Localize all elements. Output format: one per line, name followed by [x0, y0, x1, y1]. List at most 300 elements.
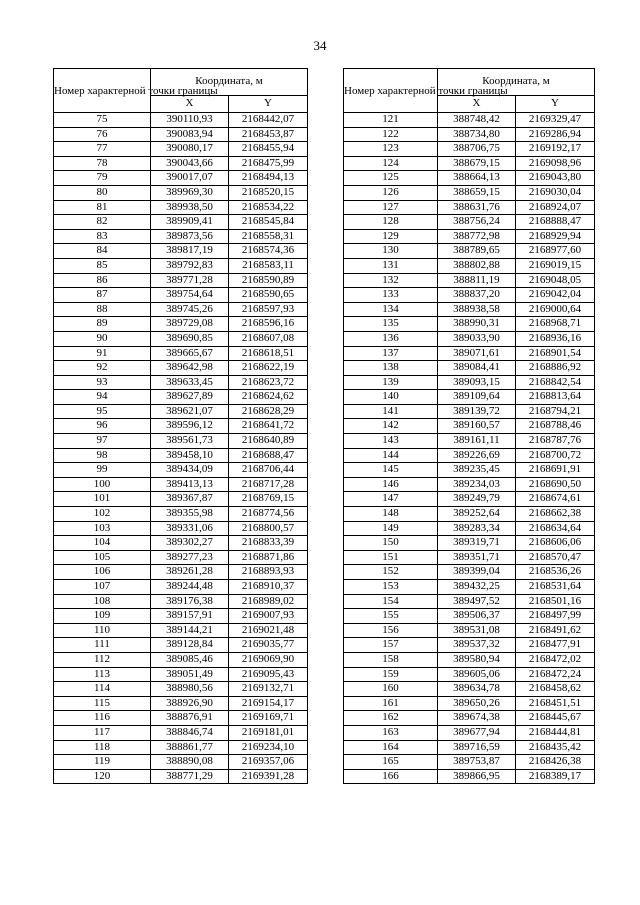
x-coordinate-cell: 388811,19: [438, 273, 516, 288]
point-number-cell: 80: [54, 185, 151, 200]
y-coordinate-cell: 2168787,76: [516, 434, 595, 449]
x-coordinate-cell: 389399,04: [438, 565, 516, 580]
point-number-cell: 152: [344, 565, 438, 580]
x-coordinate-cell: 389873,56: [151, 229, 229, 244]
point-number-cell: 116: [54, 711, 151, 726]
point-number-cell: 151: [344, 550, 438, 565]
y-coordinate-cell: 2168774,56: [229, 507, 308, 522]
point-number-cell: 95: [54, 404, 151, 419]
x-coordinate-cell: 388802,88: [438, 258, 516, 273]
table-row: [344, 521, 595, 536]
y-coordinate-cell: 2168717,28: [229, 477, 308, 492]
y-coordinate-cell: 2168458,62: [516, 682, 595, 697]
table-row: [344, 580, 595, 595]
y-coordinate-cell: 2168583,11: [229, 258, 308, 273]
point-number-cell: 98: [54, 448, 151, 463]
point-number-cell: 133: [344, 288, 438, 303]
x-coordinate-cell: 389745,26: [151, 302, 229, 317]
table-row: [54, 521, 308, 536]
y-coordinate-cell: 2168545,84: [229, 215, 308, 230]
point-number-cell: 93: [54, 375, 151, 390]
point-number-cell: 119: [54, 755, 151, 770]
x-coordinate-cell: 388734,80: [438, 127, 516, 142]
x-coordinate-cell: 388706,75: [438, 142, 516, 157]
table-row: [54, 755, 308, 770]
y-coordinate-cell: 2168788,46: [516, 419, 595, 434]
y-coordinate-cell: 2168833,39: [229, 536, 308, 551]
y-coordinate-cell: 2168536,26: [516, 565, 595, 580]
y-coordinate-cell: 2168618,51: [229, 346, 308, 361]
y-coordinate-cell: 2168624,62: [229, 390, 308, 405]
point-number-cell: 156: [344, 623, 438, 638]
table-row: [344, 185, 595, 200]
point-number-cell: 128: [344, 215, 438, 230]
table-row: [54, 331, 308, 346]
point-number-cell: 99: [54, 463, 151, 478]
table-row: [54, 565, 308, 580]
x-coordinate-cell: 388837,20: [438, 288, 516, 303]
point-number-cell: 114: [54, 682, 151, 697]
point-number-cell: 103: [54, 521, 151, 536]
x-coordinate-cell: 389093,15: [438, 375, 516, 390]
y-coordinate-cell: 2168520,15: [229, 185, 308, 200]
y-coordinate-cell: 2168936,16: [516, 331, 595, 346]
point-number-cell: 124: [344, 156, 438, 171]
y-coordinate-cell: 2168977,60: [516, 244, 595, 259]
x-coordinate-cell: 389144,21: [151, 623, 229, 638]
point-number-cell: 137: [344, 346, 438, 361]
y-coordinate-cell: 2168924,07: [516, 200, 595, 215]
y-coordinate-cell: 2168871,86: [229, 550, 308, 565]
point-number-cell: 153: [344, 580, 438, 595]
x-coordinate-cell: 390080,17: [151, 142, 229, 157]
x-coordinate-cell: 388846,74: [151, 725, 229, 740]
point-number-cell: 157: [344, 638, 438, 653]
table-row: [54, 769, 308, 784]
x-coordinate-cell: 389160,57: [438, 419, 516, 434]
point-number-cell: 107: [54, 580, 151, 595]
point-number-cell: 132: [344, 273, 438, 288]
y-coordinate-cell: 2168688,47: [229, 448, 308, 463]
y-coordinate-cell: 2168442,07: [229, 113, 308, 128]
y-coordinate-cell: 2168477,91: [516, 638, 595, 653]
point-number-cell: 131: [344, 258, 438, 273]
y-coordinate-cell: 2168813,64: [516, 390, 595, 405]
x-coordinate-cell: 388926,90: [151, 696, 229, 711]
point-number-cell: 115: [54, 696, 151, 711]
table-row: [344, 288, 595, 303]
y-coordinate-cell: 2168769,15: [229, 492, 308, 507]
y-coordinate-cell: 2168451,51: [516, 696, 595, 711]
x-coordinate-cell: 389157,91: [151, 609, 229, 624]
point-number-cell: 109: [54, 609, 151, 624]
x-coordinate-cell: 389161,11: [438, 434, 516, 449]
y-coordinate-cell: 2169019,15: [516, 258, 595, 273]
point-number-cell: 135: [344, 317, 438, 332]
x-coordinate-cell: 389596,12: [151, 419, 229, 434]
x-coordinate-cell: 388980,56: [151, 682, 229, 697]
table-row: [344, 769, 595, 784]
y-coordinate-cell: 2168641,72: [229, 419, 308, 434]
table-row: [54, 580, 308, 595]
table-row: [54, 448, 308, 463]
point-number-cell: 120: [54, 769, 151, 784]
point-number-cell: 160: [344, 682, 438, 697]
table-row: [54, 682, 308, 697]
y-coordinate-cell: 2168455,94: [229, 142, 308, 157]
x-coordinate-cell: 389434,09: [151, 463, 229, 478]
x-coordinate-cell: 389302,27: [151, 536, 229, 551]
x-coordinate-cell: 389128,84: [151, 638, 229, 653]
table-row: [54, 463, 308, 478]
point-number-cell: 149: [344, 521, 438, 536]
table-row: [54, 594, 308, 609]
y-coordinate-cell: 2168475,99: [229, 156, 308, 171]
point-number-cell: 102: [54, 507, 151, 522]
x-coordinate-cell: 389244,48: [151, 580, 229, 595]
table-row: [54, 477, 308, 492]
table-row: [54, 390, 308, 405]
point-number-cell: 91: [54, 346, 151, 361]
x-coordinate-cell: 389051,49: [151, 667, 229, 682]
table-row: [54, 375, 308, 390]
table-row: [54, 156, 308, 171]
point-number-cell: 82: [54, 215, 151, 230]
table-row: [344, 390, 595, 405]
x-coordinate-cell: 390017,07: [151, 171, 229, 186]
header-x: X: [151, 96, 229, 113]
point-number-cell: 75: [54, 113, 151, 128]
point-number-cell: 84: [54, 244, 151, 259]
y-coordinate-cell: 2168494,13: [229, 171, 308, 186]
point-number-cell: 134: [344, 302, 438, 317]
x-coordinate-cell: 389176,38: [151, 594, 229, 609]
x-coordinate-cell: 388664,13: [438, 171, 516, 186]
y-coordinate-cell: 2168472,02: [516, 652, 595, 667]
table-row: [344, 331, 595, 346]
point-number-cell: 88: [54, 302, 151, 317]
y-coordinate-cell: 2169286,94: [516, 127, 595, 142]
coordinates-table-right: [343, 68, 595, 784]
y-coordinate-cell: 2169098,96: [516, 156, 595, 171]
y-coordinate-cell: 2168989,02: [229, 594, 308, 609]
y-coordinate-cell: 2168570,47: [516, 550, 595, 565]
x-coordinate-cell: 388756,24: [438, 215, 516, 230]
y-coordinate-cell: 2169021,48: [229, 623, 308, 638]
point-number-cell: 112: [54, 652, 151, 667]
y-coordinate-cell: 2168662,38: [516, 507, 595, 522]
x-coordinate-cell: 389109,64: [438, 390, 516, 405]
table-row: [54, 419, 308, 434]
x-coordinate-cell: 389226,69: [438, 448, 516, 463]
y-coordinate-cell: 2168901,54: [516, 346, 595, 361]
x-coordinate-cell: 389235,45: [438, 463, 516, 478]
table-row: [54, 652, 308, 667]
point-number-cell: 123: [344, 142, 438, 157]
table-row: [54, 638, 308, 653]
y-coordinate-cell: 2169095,43: [229, 667, 308, 682]
table-row: [54, 302, 308, 317]
point-number-cell: 147: [344, 492, 438, 507]
y-coordinate-cell: 2168590,89: [229, 273, 308, 288]
point-number-cell: 141: [344, 404, 438, 419]
header-point-number: Номер характерной точки границы: [344, 69, 438, 113]
point-number-cell: 83: [54, 229, 151, 244]
x-coordinate-cell: 388679,15: [438, 156, 516, 171]
y-coordinate-cell: 2168590,65: [229, 288, 308, 303]
x-coordinate-cell: 389729,08: [151, 317, 229, 332]
table-row: [344, 492, 595, 507]
coordinates-table-left: [53, 68, 308, 784]
y-coordinate-cell: 2168674,61: [516, 492, 595, 507]
point-number-cell: 113: [54, 667, 151, 682]
point-number-cell: 104: [54, 536, 151, 551]
point-number-cell: 96: [54, 419, 151, 434]
table-row: [54, 258, 308, 273]
y-coordinate-cell: 2168435,42: [516, 740, 595, 755]
x-coordinate-cell: 389938,50: [151, 200, 229, 215]
table-row: [344, 171, 595, 186]
point-number-cell: 125: [344, 171, 438, 186]
x-coordinate-cell: 388890,08: [151, 755, 229, 770]
x-coordinate-cell: 389866,95: [438, 769, 516, 784]
y-coordinate-cell: 2168886,92: [516, 361, 595, 376]
point-number-cell: 126: [344, 185, 438, 200]
y-coordinate-cell: 2169035,77: [229, 638, 308, 653]
x-coordinate-cell: 388789,65: [438, 244, 516, 259]
y-coordinate-cell: 2169042,04: [516, 288, 595, 303]
x-coordinate-cell: 389969,30: [151, 185, 229, 200]
table-row: [54, 609, 308, 624]
table-row: [344, 200, 595, 215]
point-number-cell: 105: [54, 550, 151, 565]
point-number-cell: 121: [344, 113, 438, 128]
x-coordinate-cell: 389716,59: [438, 740, 516, 755]
table-row: [344, 434, 595, 449]
y-coordinate-cell: 2169069,90: [229, 652, 308, 667]
table-row: [344, 667, 595, 682]
x-coordinate-cell: 389677,94: [438, 725, 516, 740]
table-row: [54, 507, 308, 522]
y-coordinate-cell: 2168706,44: [229, 463, 308, 478]
y-coordinate-cell: 2168606,06: [516, 536, 595, 551]
table-row: [344, 477, 595, 492]
y-coordinate-cell: 2168453,87: [229, 127, 308, 142]
y-coordinate-cell: 2168622,19: [229, 361, 308, 376]
y-coordinate-cell: 2168426,38: [516, 755, 595, 770]
x-coordinate-cell: 388631,76: [438, 200, 516, 215]
x-coordinate-cell: 389355,98: [151, 507, 229, 522]
point-number-cell: 85: [54, 258, 151, 273]
table-row: [344, 113, 595, 128]
y-coordinate-cell: 2168534,22: [229, 200, 308, 215]
point-number-cell: 158: [344, 652, 438, 667]
point-number-cell: 77: [54, 142, 151, 157]
x-coordinate-cell: 389633,45: [151, 375, 229, 390]
point-number-cell: 142: [344, 419, 438, 434]
x-coordinate-cell: 389537,32: [438, 638, 516, 653]
point-number-cell: 159: [344, 667, 438, 682]
point-number-cell: 138: [344, 361, 438, 376]
table-row: [344, 361, 595, 376]
point-number-cell: 144: [344, 448, 438, 463]
table-row: [344, 725, 595, 740]
table-row: [344, 302, 595, 317]
point-number-cell: 139: [344, 375, 438, 390]
table-row: [344, 507, 595, 522]
header-point-number: Номер характерной точки границы: [54, 69, 151, 113]
y-coordinate-cell: 2168634,64: [516, 521, 595, 536]
point-number-cell: 118: [54, 740, 151, 755]
table-row: [344, 419, 595, 434]
table-row: [344, 375, 595, 390]
point-number-cell: 155: [344, 609, 438, 624]
x-coordinate-cell: 389234,03: [438, 477, 516, 492]
header-coordinate: Координата, м: [438, 69, 595, 96]
table-row: [344, 652, 595, 667]
point-number-cell: 122: [344, 127, 438, 142]
x-coordinate-cell: 389283,34: [438, 521, 516, 536]
table-row: [344, 127, 595, 142]
table-row: [344, 448, 595, 463]
table-row: [344, 565, 595, 580]
point-number-cell: 150: [344, 536, 438, 551]
y-coordinate-cell: 2169329,47: [516, 113, 595, 128]
y-coordinate-cell: 2168929,94: [516, 229, 595, 244]
x-coordinate-cell: 388772,98: [438, 229, 516, 244]
table-row: [344, 244, 595, 259]
y-coordinate-cell: 2169357,06: [229, 755, 308, 770]
table-row: [54, 696, 308, 711]
point-number-cell: 94: [54, 390, 151, 405]
y-coordinate-cell: 2168691,91: [516, 463, 595, 478]
x-coordinate-cell: 389413,13: [151, 477, 229, 492]
x-coordinate-cell: 389458,10: [151, 448, 229, 463]
table-row: [54, 550, 308, 565]
point-number-cell: 143: [344, 434, 438, 449]
table-row: [54, 667, 308, 682]
point-number-cell: 166: [344, 769, 438, 784]
point-number-cell: 129: [344, 229, 438, 244]
table-row: [344, 142, 595, 157]
y-coordinate-cell: 2169391,28: [229, 769, 308, 784]
point-number-cell: 165: [344, 755, 438, 770]
x-coordinate-cell: 389909,41: [151, 215, 229, 230]
point-number-cell: 87: [54, 288, 151, 303]
x-coordinate-cell: 389561,73: [151, 434, 229, 449]
y-coordinate-cell: 2169192,17: [516, 142, 595, 157]
table-row: [344, 638, 595, 653]
table-row: [344, 594, 595, 609]
point-number-cell: 164: [344, 740, 438, 755]
x-coordinate-cell: 389665,67: [151, 346, 229, 361]
table-row: [54, 623, 308, 638]
point-number-cell: 136: [344, 331, 438, 346]
table-row: [54, 215, 308, 230]
y-coordinate-cell: 2168968,71: [516, 317, 595, 332]
point-number-cell: 79: [54, 171, 151, 186]
y-coordinate-cell: 2168389,17: [516, 769, 595, 784]
table-row: [54, 200, 308, 215]
x-coordinate-cell: 389627,89: [151, 390, 229, 405]
x-coordinate-cell: 388876,91: [151, 711, 229, 726]
table-row: [344, 317, 595, 332]
y-coordinate-cell: 2168574,36: [229, 244, 308, 259]
x-coordinate-cell: 389531,08: [438, 623, 516, 638]
x-coordinate-cell: 389319,71: [438, 536, 516, 551]
x-coordinate-cell: 388861,77: [151, 740, 229, 755]
x-coordinate-cell: 388659,15: [438, 185, 516, 200]
table-row: [344, 755, 595, 770]
header-coordinate: Координата, м: [151, 69, 308, 96]
y-coordinate-cell: 2169154,17: [229, 696, 308, 711]
y-coordinate-cell: 2168558,31: [229, 229, 308, 244]
y-coordinate-cell: 2169132,71: [229, 682, 308, 697]
y-coordinate-cell: 2169030,04: [516, 185, 595, 200]
y-coordinate-cell: 2168491,62: [516, 623, 595, 638]
x-coordinate-cell: 389033,90: [438, 331, 516, 346]
table-row: [344, 404, 595, 419]
table-row: [344, 696, 595, 711]
y-coordinate-cell: 2168800,57: [229, 521, 308, 536]
x-coordinate-cell: 390043,66: [151, 156, 229, 171]
y-coordinate-cell: 2169048,05: [516, 273, 595, 288]
point-number-cell: 127: [344, 200, 438, 215]
table-row: [54, 142, 308, 157]
table-row: [344, 711, 595, 726]
x-coordinate-cell: 389084,41: [438, 361, 516, 376]
y-coordinate-cell: 2168607,08: [229, 331, 308, 346]
table-row: [54, 346, 308, 361]
x-coordinate-cell: 389642,98: [151, 361, 229, 376]
table-row: [54, 288, 308, 303]
table-row: [344, 623, 595, 638]
x-coordinate-cell: 389249,79: [438, 492, 516, 507]
point-number-cell: 86: [54, 273, 151, 288]
table-row: [54, 725, 308, 740]
x-coordinate-cell: 389605,06: [438, 667, 516, 682]
x-coordinate-cell: 389432,25: [438, 580, 516, 595]
x-coordinate-cell: 390083,94: [151, 127, 229, 142]
x-coordinate-cell: 389085,46: [151, 652, 229, 667]
x-coordinate-cell: 389754,64: [151, 288, 229, 303]
x-coordinate-cell: 389690,85: [151, 331, 229, 346]
y-coordinate-cell: 2168842,54: [516, 375, 595, 390]
point-number-cell: 145: [344, 463, 438, 478]
x-coordinate-cell: 389634,78: [438, 682, 516, 697]
point-number-cell: 148: [344, 507, 438, 522]
x-coordinate-cell: 390110,93: [151, 113, 229, 128]
y-coordinate-cell: 2168445,67: [516, 711, 595, 726]
point-number-cell: 90: [54, 331, 151, 346]
header-x: X: [438, 96, 516, 113]
y-coordinate-cell: 2168628,29: [229, 404, 308, 419]
y-coordinate-cell: 2168910,37: [229, 580, 308, 595]
y-coordinate-cell: 2168472,24: [516, 667, 595, 682]
x-coordinate-cell: 388748,42: [438, 113, 516, 128]
y-coordinate-cell: 2168596,16: [229, 317, 308, 332]
point-number-cell: 140: [344, 390, 438, 405]
table-row: [344, 682, 595, 697]
point-number-cell: 161: [344, 696, 438, 711]
table-row: [54, 171, 308, 186]
y-coordinate-cell: 2169043,80: [516, 171, 595, 186]
table-row: [54, 361, 308, 376]
point-number-cell: 106: [54, 565, 151, 580]
x-coordinate-cell: 389252,64: [438, 507, 516, 522]
x-coordinate-cell: 388938,58: [438, 302, 516, 317]
table-row: [54, 127, 308, 142]
